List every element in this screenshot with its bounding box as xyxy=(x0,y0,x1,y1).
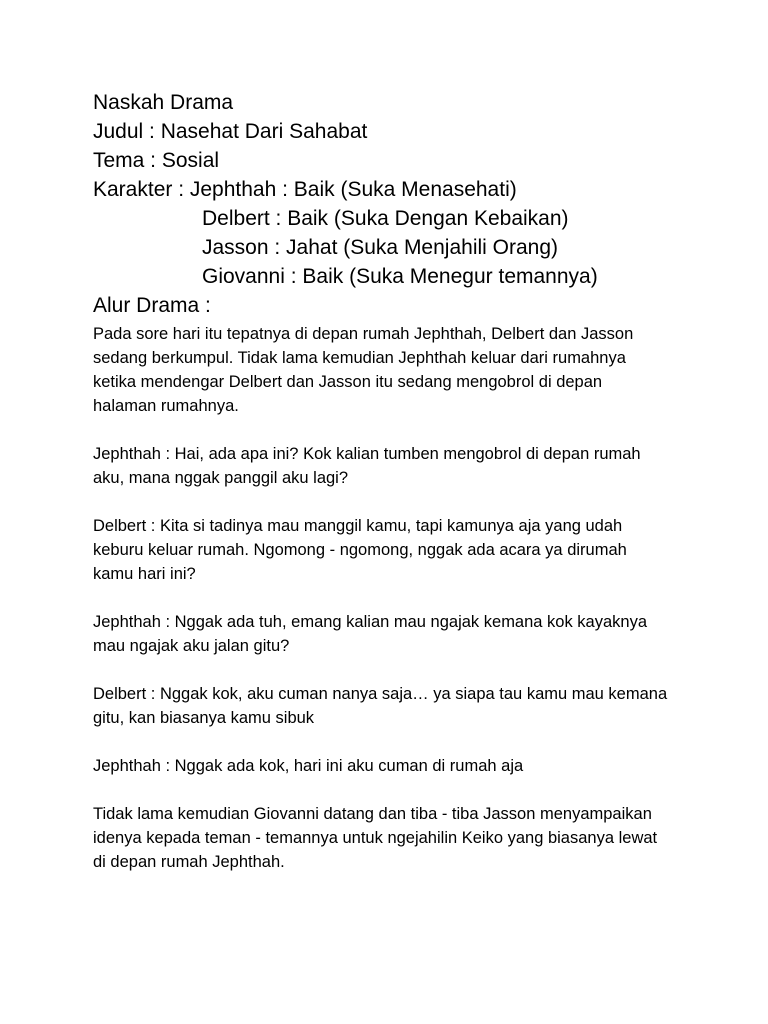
dialogue-paragraph: Delbert : Kita si tadinya mau manggil kamu, tapi kamunya aja yang udah keburu keluar rumah. Ngomong - ngomong, nggak ada acara ya dirumah kamu hari ini? xyxy=(93,517,627,583)
dialogue-paragraph: Delbert : Nggak kok, aku cuman nanya saja… ya siapa tau kamu mau kemana gitu, kan biasanya kamu sibuk xyxy=(93,685,668,727)
karakter-label: Karakter : xyxy=(93,178,190,201)
character-1: Jephthah : Baik (Suka Menasehati) xyxy=(189,178,517,201)
script-body xyxy=(93,322,733,874)
tema-line: Tema : Sosial xyxy=(93,149,220,172)
document-page xyxy=(93,88,733,898)
dialogue-paragraph: Jephthah : Nggak ada kok, hari ini aku cuman di rumah aja xyxy=(93,757,524,775)
narration-paragraph: Pada sore hari itu tepatnya di depan rumah Jephthah, Delbert dan Jasson sedang berkumpul. Tidak lama kemudian Jephthah keluar dari rumahnya ketika mendengar Delbert dan Jasson itu sedang mengobrol di depan halaman rumahnya. xyxy=(93,325,634,415)
alur-heading: Alur Drama : xyxy=(93,294,211,317)
judul-line: Judul : Nasehat Dari Sahabat xyxy=(93,120,368,143)
document-title: Naskah Drama xyxy=(93,91,234,114)
dialogue-paragraph: Jephthah : Hai, ada apa ini? Kok kalian tumben mengobrol di depan rumah aku, mana nggak panggil aku lagi? xyxy=(93,445,641,487)
character-3: Jasson : Jahat (Suka Menjahili Orang) xyxy=(202,236,559,259)
narration-paragraph: Tidak lama kemudian Giovanni datang dan tiba - tiba Jasson menyampaikan idenya kepada teman - temannya untuk ngejahilin Keiko yang biasanya lewat di depan rumah Jephthah. xyxy=(93,805,658,871)
character-list xyxy=(202,204,733,291)
karakter-line xyxy=(93,175,733,204)
character-2: Delbert : Baik (Suka Dengan Kebaikan) xyxy=(202,207,569,230)
character-4: Giovanni : Baik (Suka Menegur temannya) xyxy=(202,265,598,288)
dialogue-paragraph: Jephthah : Nggak ada tuh, emang kalian mau ngajak kemana kok kayaknya mau ngajak aku jalan gitu? xyxy=(93,613,648,655)
